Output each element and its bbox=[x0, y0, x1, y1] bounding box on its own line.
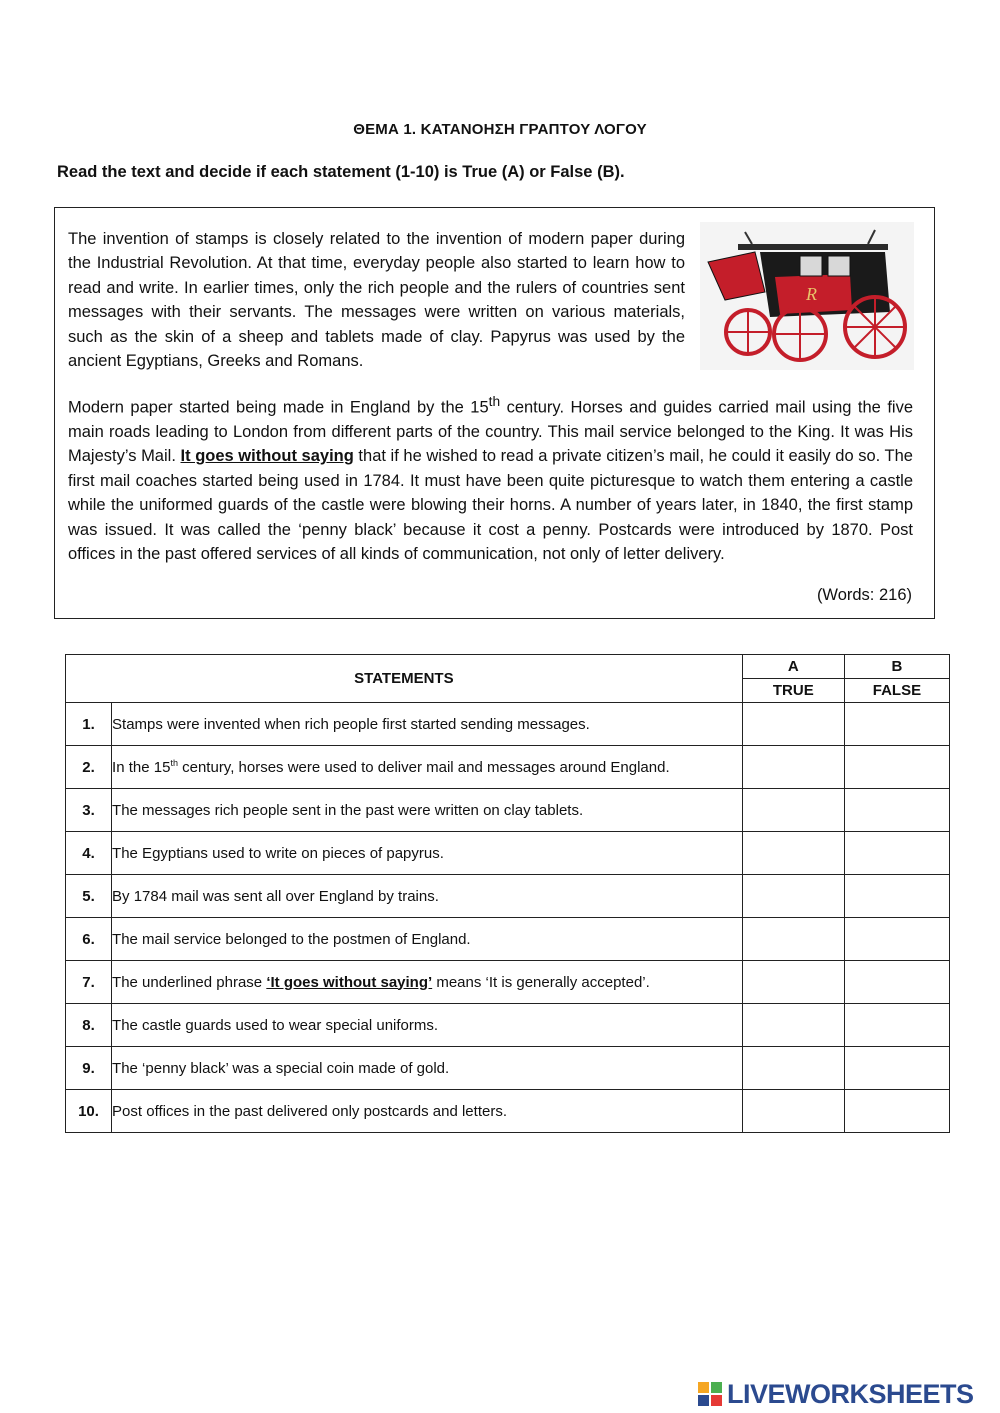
answer-true-cell-5[interactable] bbox=[742, 875, 844, 918]
answer-true-cell-1[interactable] bbox=[742, 703, 844, 746]
table-row bbox=[66, 789, 950, 832]
answer-false-cell-6[interactable] bbox=[844, 918, 949, 961]
table-row bbox=[66, 918, 950, 961]
statements-table bbox=[65, 654, 950, 1133]
answer-false-cell-8[interactable] bbox=[844, 1004, 949, 1047]
statement-number: 2. bbox=[66, 746, 112, 789]
statement-number: 1. bbox=[66, 703, 112, 746]
answer-false-cell-10[interactable] bbox=[844, 1090, 949, 1133]
column-b-letter: B bbox=[844, 655, 949, 679]
answer-true-cell-7[interactable] bbox=[742, 961, 844, 1004]
statements-header: STATEMENTS bbox=[66, 655, 743, 703]
column-a-letter: A bbox=[742, 655, 844, 679]
table-row bbox=[66, 961, 950, 1004]
table-row bbox=[66, 875, 950, 918]
statement-text: The Egyptians used to write on pieces of papyrus. bbox=[112, 832, 743, 875]
statement-number: 3. bbox=[66, 789, 112, 832]
answer-false-cell-1[interactable] bbox=[844, 703, 949, 746]
instruction-text: Read the text and decide if each statement (1-10) is True (A) or False (B). bbox=[57, 163, 625, 181]
answer-true-cell-3[interactable] bbox=[742, 789, 844, 832]
statement-number: 4. bbox=[66, 832, 112, 875]
statement-number: 5. bbox=[66, 875, 112, 918]
statement-number: 7. bbox=[66, 961, 112, 1004]
answer-false-cell-9[interactable] bbox=[844, 1047, 949, 1090]
statement-text: The castle guards used to wear special uniforms. bbox=[112, 1004, 743, 1047]
liveworksheets-brand[interactable] bbox=[697, 1377, 974, 1411]
answer-true-cell-2[interactable] bbox=[742, 746, 844, 789]
answer-true-cell-10[interactable] bbox=[742, 1090, 844, 1133]
table-row bbox=[66, 1047, 950, 1090]
statement-text: The messages rich people sent in the past were written on clay tablets. bbox=[112, 789, 743, 832]
statement-text: By 1784 mail was sent all over England by trains. bbox=[112, 875, 743, 918]
answer-true-cell-4[interactable] bbox=[742, 832, 844, 875]
word-count: (Words: 216) bbox=[816, 586, 912, 604]
reading-passage-box bbox=[54, 207, 935, 619]
column-false-label: FALSE bbox=[844, 679, 949, 703]
answer-false-cell-2[interactable] bbox=[844, 746, 949, 789]
statement-number: 10. bbox=[66, 1090, 112, 1133]
brand-text: LIVEWORKSHEETS bbox=[727, 1378, 974, 1409]
statement-number: 6. bbox=[66, 918, 112, 961]
statement-text: The underlined phrase ‘It goes without saying’ means ‘It is generally accepted’. bbox=[112, 961, 743, 1004]
statement-number: 8. bbox=[66, 1004, 112, 1047]
table-row bbox=[66, 832, 950, 875]
liveworksheets-logo-icon bbox=[697, 1381, 723, 1407]
answer-true-cell-6[interactable] bbox=[742, 918, 844, 961]
svg-text:R: R bbox=[806, 284, 817, 304]
table-row bbox=[66, 1004, 950, 1047]
statement-number: 9. bbox=[66, 1047, 112, 1090]
answer-false-cell-7[interactable] bbox=[844, 961, 949, 1004]
column-true-label: TRUE bbox=[742, 679, 844, 703]
statement-text: The mail service belonged to the postmen of England. bbox=[112, 918, 743, 961]
passage-paragraph-2: Modern paper started being made in England by the 15th century. Horses and guides carried mail using the five main roads leading to London from different parts of the country. This mail service belonged to the King. It was His Majesty’s Mail. It goes without saying that if he wished to read a private citizen’s mail, he could it easily do so. The first mail coaches started being used in 1784. It must have been quite picturesque to watch them entering a castle while the uniformed guards of the castle were blowing their horns. A number of years later, in 1840, the first stamp was issued. It was called the ‘penny black’ because it cost a penny. Postcards were introduced by 1870. Post offices in the past offered services of all kinds of communication, not only of letter delivery. bbox=[68, 394, 913, 563]
page-title: ΘΕΜΑ 1. ΚΑΤΑΝΟΗΣΗ ΓΡΑΠΤΟΥ ΛΟΓΟΥ bbox=[353, 121, 647, 138]
passage-paragraph-1: The invention of stamps is closely related to the invention of modern paper during the Industrial Revolution. At that time, everyday people also started to learn how to read and write. In earlier times, only the rich people and the rulers of countries sent messages with their servants. The messages were written on various materials, such as the skin of a sheep and tablets made of clay. Papyrus was used by the ancient Egyptians, Greeks and Romans. bbox=[68, 230, 685, 371]
table-row bbox=[66, 1090, 950, 1133]
answer-true-cell-9[interactable] bbox=[742, 1047, 844, 1090]
answer-false-cell-4[interactable] bbox=[844, 832, 949, 875]
answer-true-cell-8[interactable] bbox=[742, 1004, 844, 1047]
statement-text: The ‘penny black’ was a special coin made of gold. bbox=[112, 1047, 743, 1090]
statement-text: Stamps were invented when rich people first started sending messages. bbox=[112, 703, 743, 746]
statement-text: Post offices in the past delivered only postcards and letters. bbox=[112, 1090, 743, 1133]
answer-false-cell-5[interactable] bbox=[844, 875, 949, 918]
mail-coach-image bbox=[700, 222, 914, 370]
answer-false-cell-3[interactable] bbox=[844, 789, 949, 832]
underlined-phrase: It goes without saying bbox=[180, 447, 354, 466]
statement-text: In the 15th century, horses were used to deliver mail and messages around England. bbox=[112, 746, 743, 789]
table-row bbox=[66, 703, 950, 746]
table-row bbox=[66, 746, 950, 789]
